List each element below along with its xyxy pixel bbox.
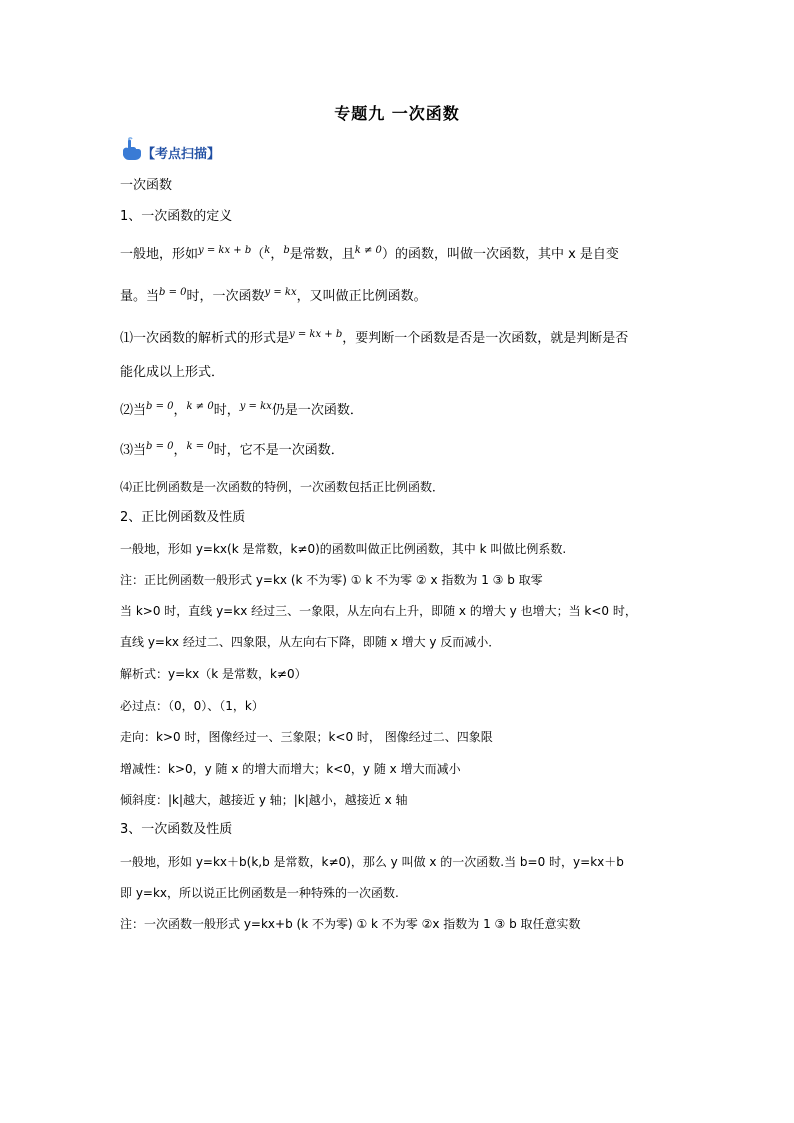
page-title: 专题九 一次函数	[334, 104, 460, 123]
heading-definition: 1、一次函数的定义	[120, 209, 233, 224]
text-line: 当 k>0 时，直线 y=kx 经过三、一象限，从左向右上升，即随 x 的增大 y 也增大；当 k<0 时，	[120, 604, 637, 618]
formula: y = kx	[264, 287, 297, 298]
text-line: 注：正比例函数一般形式 y=kx (k 不为零) ① k 不为零 ② x 指数为 1 ③ b 取零	[120, 573, 543, 587]
note-1-line-1: ⑴一次函数的解析式的形式是$^{y = kx + b}$，要判断一个函数是否是一次函数，就是判断是否	[120, 329, 629, 346]
formula: y = kx	[239, 401, 272, 412]
text-line: 一般地，形如 y=kx(k 是常数，k≠0)的函数叫做正比例函数，其中 k 叫做比例系数.	[120, 542, 567, 556]
text-line: 直线 y=kx 经过二、四象限，从左向右下降，即随 x 增大 y 反而减小．	[120, 635, 501, 649]
note-4: ⑷正比例函数是一次函数的特例，一次函数包括正比例函数．	[120, 480, 445, 494]
formula: k ≠ 0	[354, 245, 382, 256]
definition-line-1: 一般地，形如$^{y = kx + b}$（$^k$，$^b$是常数，且$^{k \ne 0}$）的函数，叫做一次函数，其中 x 是自变	[120, 245, 619, 262]
note-1-line-2: 能化成以上形式．	[120, 365, 225, 380]
text-line: 一次函数	[120, 178, 173, 193]
text-line: 倾斜度：|k|越大，越接近 y 轴；|k|越小，越接近 x 轴	[120, 793, 408, 807]
formula: b = 0	[146, 401, 174, 412]
text-line: 增减性：k>0，y 随 x 的增大而增大；k<0，y 随 x 增大而减小	[120, 762, 461, 776]
formula: b	[283, 245, 290, 256]
formula: k	[264, 245, 271, 256]
note-3: ⑶当$^{b = 0}$，$^{k = 0}$时，它不是一次函数．	[120, 441, 344, 458]
formula: y = kx + b	[289, 329, 343, 340]
section-label: 【考点扫描】	[142, 147, 221, 162]
heading-linear: 3、一次函数及性质	[120, 822, 233, 837]
formula: y = kx + b	[198, 245, 252, 256]
text-line: 走向：k>0 时，图像经过一、三象限；k<0 时， 图像经过二、四象限	[120, 730, 493, 744]
definition-line-2: 量。当$^{b = 0}$时，一次函数$^{y = kx}$，又叫做正比例函数。	[120, 287, 427, 304]
note-2: ⑵当$^{b = 0}$，$^{k \ne 0}$时，$^{y = kx}$仍是一次函数．	[120, 401, 363, 418]
formula: k ≠ 0	[186, 401, 214, 412]
text-line: 注：一次函数一般形式 y=kx+b (k 不为零) ① k 不为零 ②x 指数为 1 ③ b 取任意实数	[120, 917, 581, 931]
text-line: 即 y=kx，所以说正比例函数是一种特殊的一次函数.	[120, 886, 399, 900]
heading-proportional: 2、正比例函数及性质	[120, 510, 246, 525]
formula: b = 0	[159, 287, 187, 298]
formula: k = 0	[186, 441, 214, 452]
text-line: 解析式：y=kx（k 是常数，k≠0）	[120, 667, 307, 681]
formula: b = 0	[146, 441, 174, 452]
text-line: 一般地，形如 y=kx＋b(k,b 是常数，k≠0)，那么 y 叫做 x 的一次函数.当 b=0 时，y=kx＋b	[120, 855, 624, 869]
text-line: 必过点：（0，0）、（1，k）	[120, 699, 264, 713]
